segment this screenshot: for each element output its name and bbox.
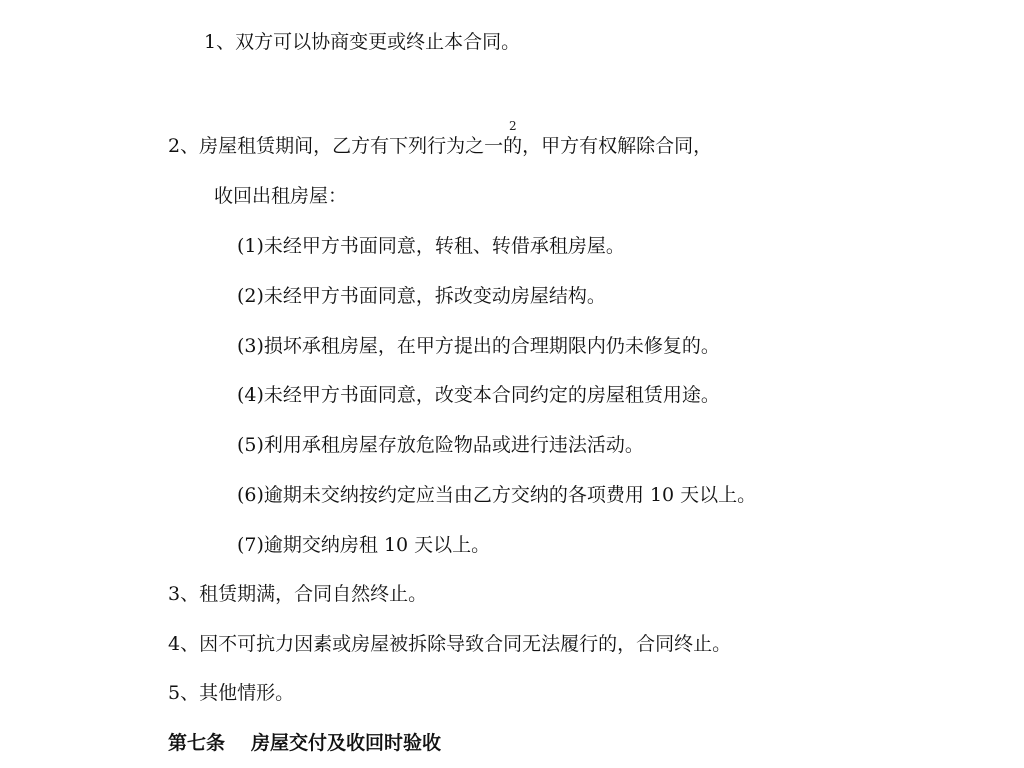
clause-2-item-4: (4)未经甲方书面同意，改变本合同约定的房屋租赁用途。: [237, 384, 720, 406]
clause-1: 1、双方可以协商变更或终止本合同。: [204, 31, 521, 53]
clause-2-item-3: (3)损坏承租房屋，在甲方提出的合理期限内仍未修复的。: [237, 335, 720, 357]
cut-off-top-line: [168, 0, 448, 4]
clause-2-line-2: 收回出租房屋：: [214, 185, 348, 207]
clause-2-item-5: (5)利用承租房屋存放危险物品或进行违法活动。: [237, 434, 644, 456]
clause-2-item-6: (6)逾期未交纳按约定应当由乙方交纳的各项费用 10 天以上。: [237, 484, 757, 506]
clause-2-item-2: (2)未经甲方书面同意，拆改变动房屋结构。: [237, 285, 606, 307]
article-7-heading: [168, 731, 441, 755]
clause-5: 5、其他情形。: [168, 682, 295, 704]
clause-4: 4、因不可抗力因素或房屋被拆除导致合同无法履行的，合同终止。: [168, 633, 732, 655]
clause-2-item-7: (7)逾期交纳房租 10 天以上。: [237, 534, 491, 556]
clause-2-line-1: 2、房屋租赁期间，乙方有下列行为之一的，甲方有权解除合同，: [168, 135, 713, 157]
article-7-title: 房屋交付及收回时验收: [251, 732, 442, 754]
clause-3: 3、租赁期满，合同自然终止。: [168, 583, 428, 605]
page-number: 2: [509, 119, 517, 133]
clause-2-item-1: (1)未经甲方书面同意，转租、转借承租房屋。: [237, 235, 625, 257]
article-7-number: 第七条: [168, 732, 226, 754]
